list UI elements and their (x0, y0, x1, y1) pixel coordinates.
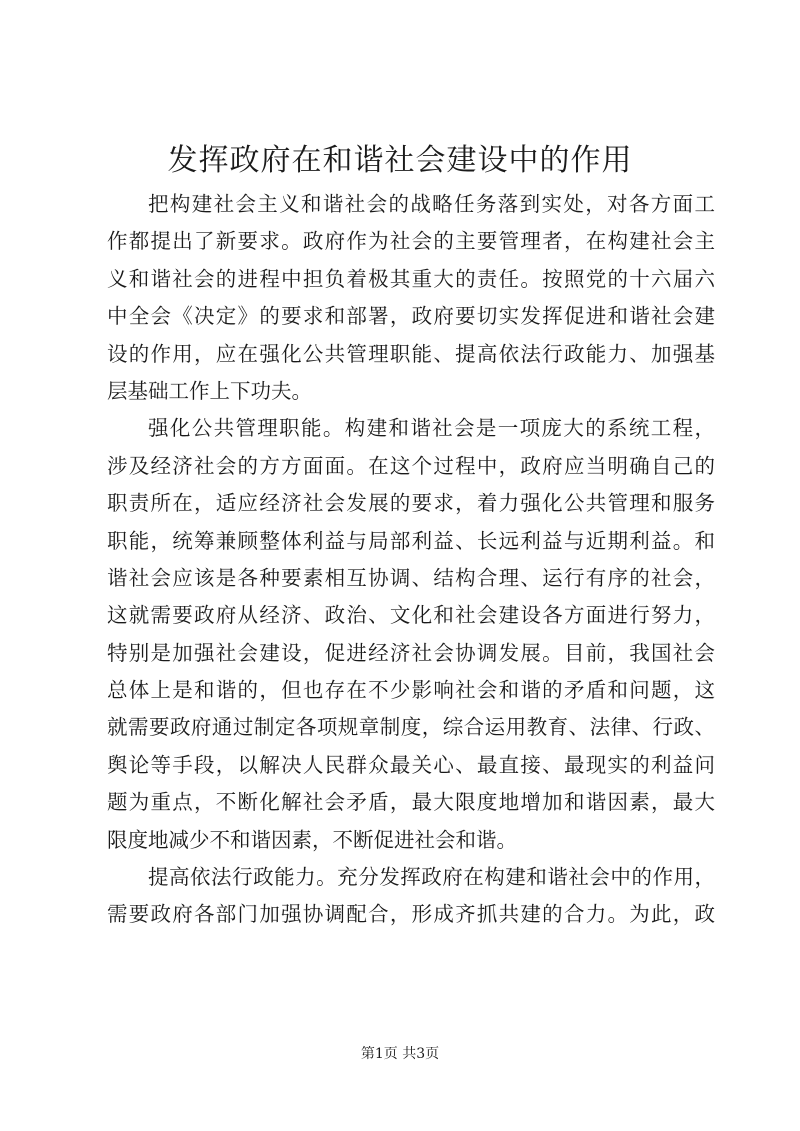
paragraph-1-line-5: 设的作用，应在强化公共管理职能、提高依法行政能力、加强基 (107, 341, 715, 366)
paragraph-1-line-3: 义和谐社会的进程中担负着极其重大的责任。按照党的十六届六 (107, 266, 715, 291)
paragraph-1-line-6: 层基础工作上下功夫。 (107, 378, 312, 403)
paragraph-1-line-2: 作都提出了新要求。政府作为社会的主要管理者，在构建社会主 (107, 229, 715, 254)
paragraph-2-line-10: 舆论等手段，以解决人民群众最关心、最直接、最现实的利益问 (107, 752, 715, 777)
paragraph-2-line-7: 特别是加强社会建设，促进经济社会协调发展。目前，我国社会 (107, 640, 715, 665)
paragraph-3-line-1: 提高依法行政能力。充分发挥政府在构建和谐社会中的作用， (148, 865, 715, 890)
document-title: 发挥政府在和谐社会建设中的作用 (167, 143, 633, 178)
document-body (107, 186, 715, 934)
paragraph-2-line-5: 谐社会应该是各种要素相互协调、结构合理、运行有序的社会， (107, 565, 715, 590)
paragraph-2-line-6: 这就需要政府从经济、政治、文化和社会建设各方面进行努力， (107, 603, 715, 628)
paragraph-2-line-1: 强化公共管理职能。构建和谐社会是一项庞大的系统工程， (148, 416, 715, 441)
paragraph-1-line-4: 中全会《决定》的要求和部署，政府要切实发挥促进和谐社会建 (107, 304, 715, 329)
page-footer: 第1页 共3页 (360, 1046, 440, 1062)
paragraph-2-line-9: 就需要政府通过制定各项规章制度，综合运用教育、法律、行政、 (107, 715, 715, 740)
paragraph-1-line-1: 把构建社会主义和谐社会的战略任务落到实处，对各方面工 (148, 192, 715, 216)
paragraph-3-line-2: 需要政府各部门加强协调配合，形成齐抓共建的合力。为此，政 (107, 902, 715, 927)
paragraph-2-line-11: 题为重点，不断化解社会矛盾，最大限度地增加和谐因素，最大 (107, 790, 715, 815)
paragraph-2-line-4: 职能，统筹兼顾整体利益与局部利益、长远利益与近期利益。和 (107, 528, 715, 553)
paragraph-2-line-8: 总体上是和谐的，但也存在不少影响社会和谐的矛盾和问题，这 (107, 678, 715, 703)
paragraph-2-line-2: 涉及经济社会的方方面面。在这个过程中，政府应当明确自己的 (107, 453, 715, 478)
paragraph-2-line-12: 限度地减少不和谐因素，不断促进社会和谐。 (107, 827, 517, 852)
paragraph-2-line-3: 职责所在，适应经济社会发展的要求，着力强化公共管理和服务 (107, 491, 715, 516)
